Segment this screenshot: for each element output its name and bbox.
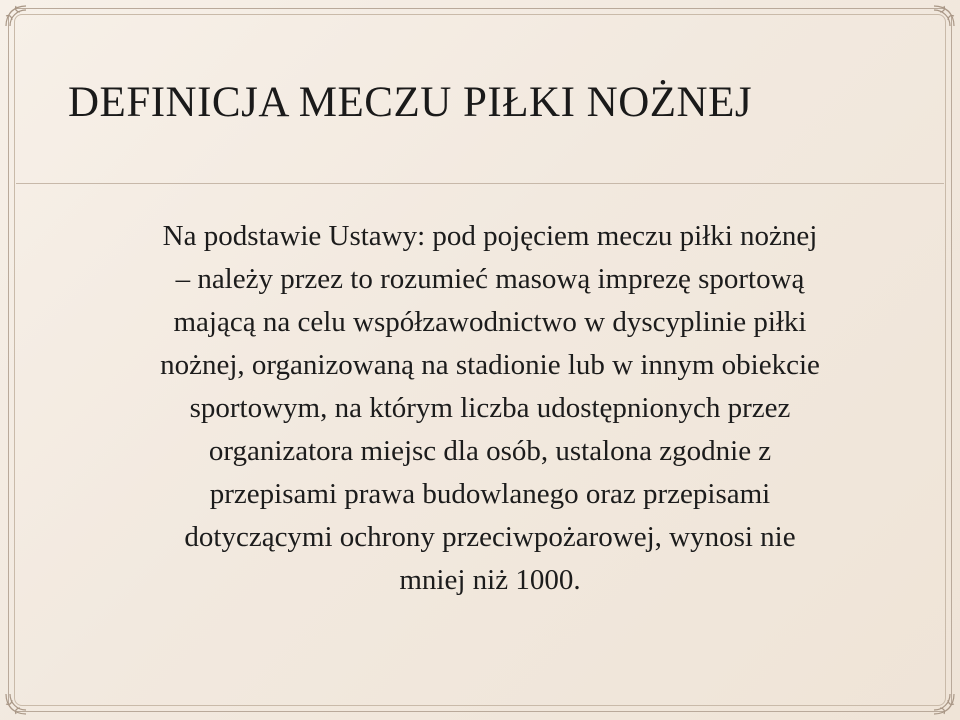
- body-line: sportowym, na którym liczba udostępnionych przez: [189, 392, 791, 424]
- body-line: organizatora miejsc dla osób, ustalona zgodnie z: [208, 435, 772, 467]
- corner-ornament-icon: [2, 690, 30, 718]
- body-line: mniej niż 1000.: [399, 564, 581, 596]
- title-divider: [16, 183, 944, 184]
- slide-body: [90, 215, 890, 602]
- body-line: dotyczącymi ochrony przeciwpożarowej, wynosi nie: [184, 521, 796, 553]
- body-line: nożnej, organizowaną na stadionie lub w innym obiekcie: [160, 349, 820, 381]
- corner-ornament-icon: [930, 2, 958, 30]
- body-line: Na podstawie Ustawy: pod pojęciem meczu piłki nożnej: [162, 220, 818, 252]
- slide-title: DEFINICJA MECZU PIŁKI NOŻNEJ: [68, 79, 753, 126]
- corner-ornament-icon: [930, 690, 958, 718]
- body-line: mającą na celu współzawodnictwo w dyscyplinie piłki: [173, 306, 807, 338]
- body-line: przepisami prawa budowlanego oraz przepisami: [209, 478, 771, 510]
- corner-ornament-icon: [2, 2, 30, 30]
- body-line: – należy przez to rozumieć masową imprezę sportową: [175, 263, 805, 295]
